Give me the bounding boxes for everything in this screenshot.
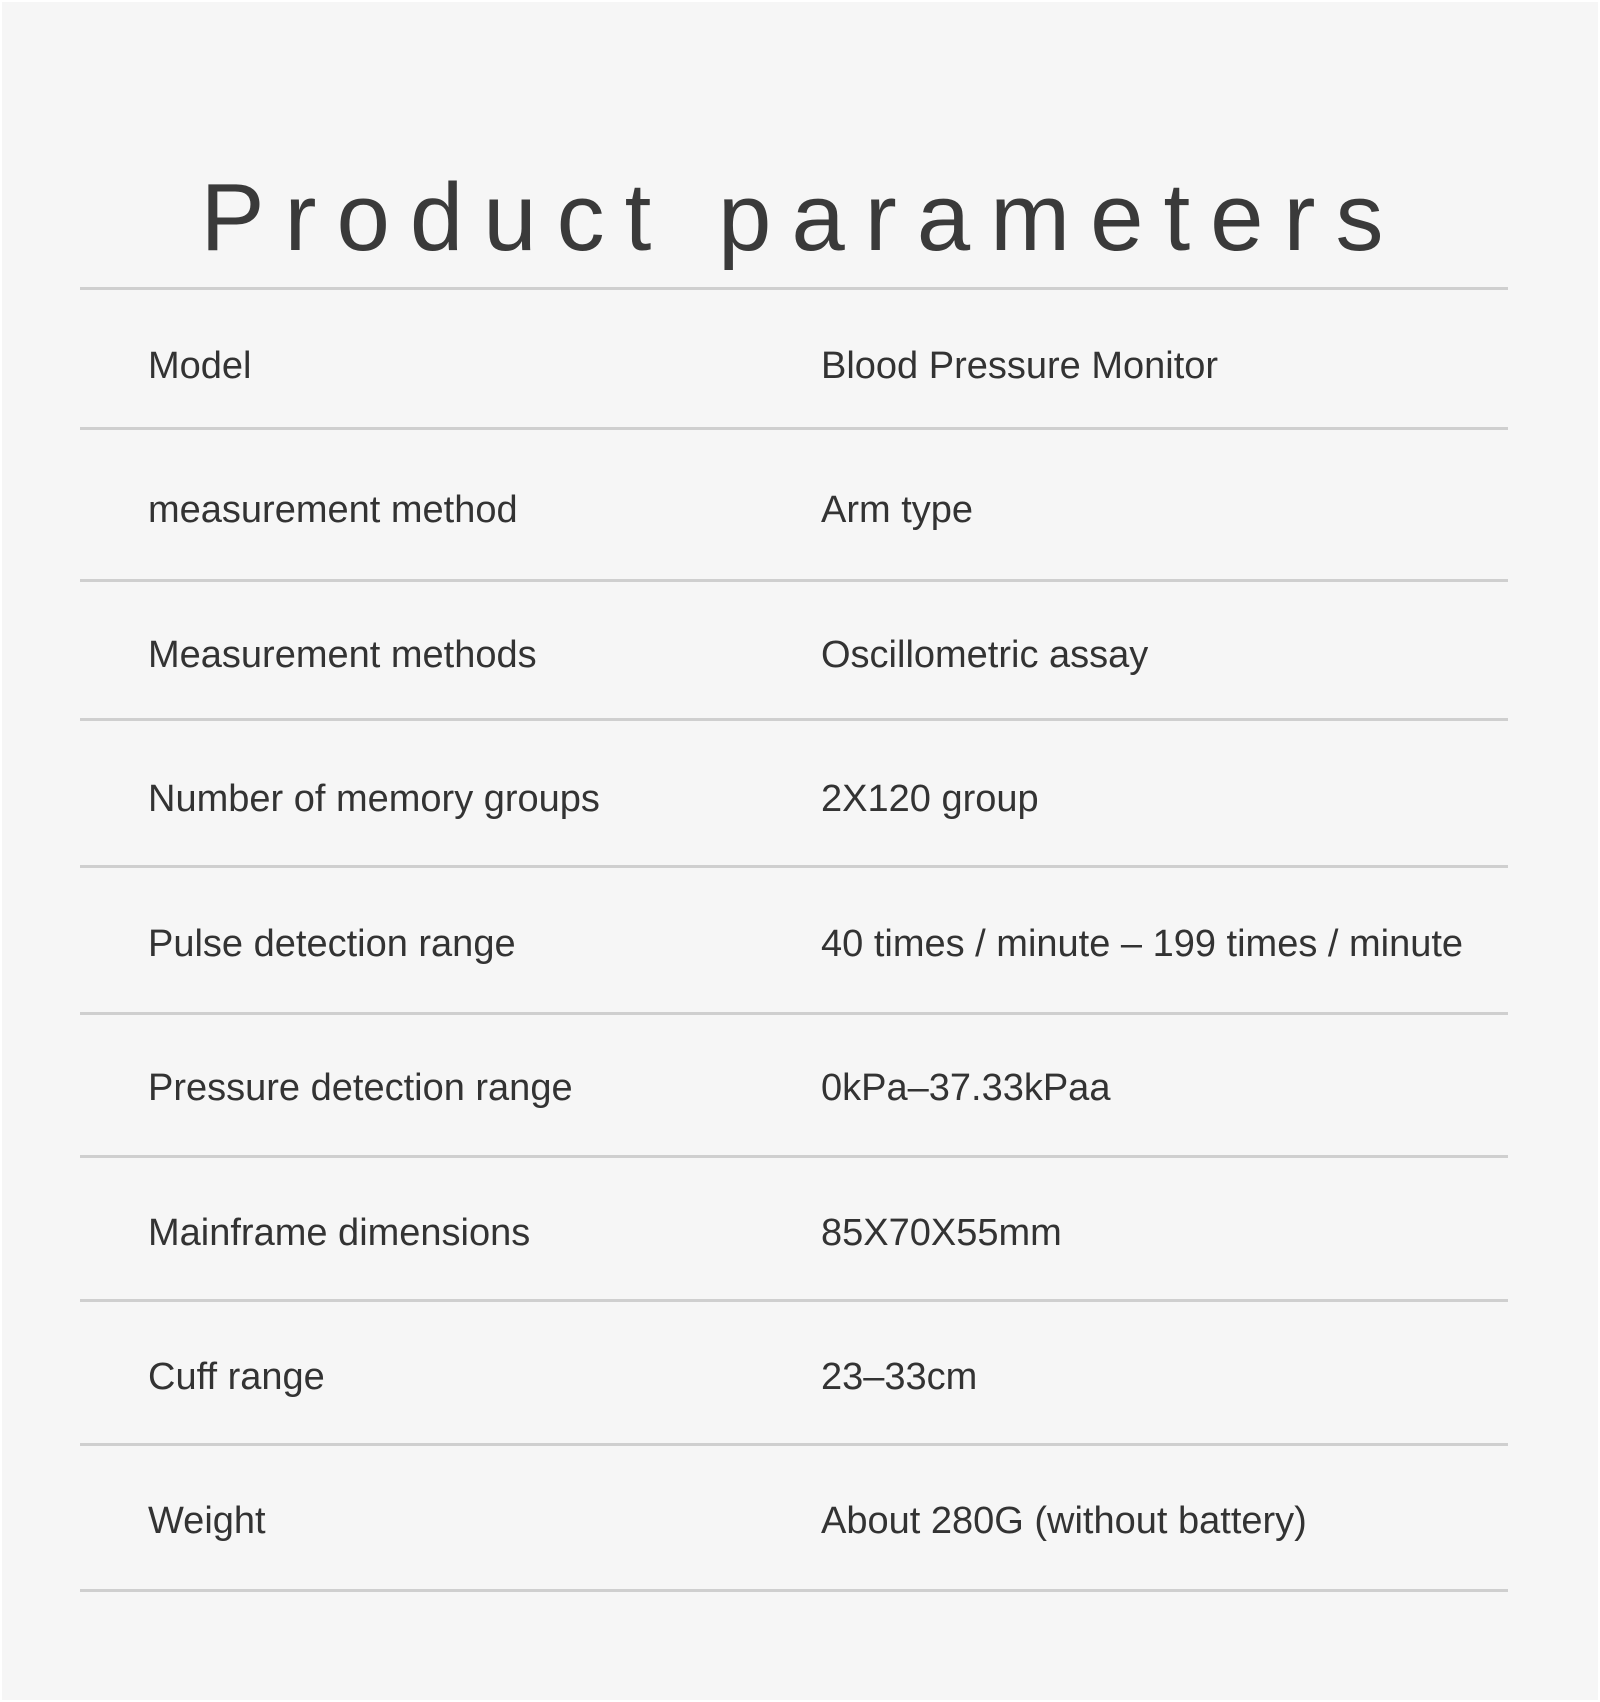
- row-value: 23–33cm: [821, 1356, 978, 1398]
- row-label: Measurement methods: [148, 634, 537, 676]
- row-label: measurement method: [148, 489, 518, 531]
- row-value: 85X70X55mm: [821, 1212, 1062, 1254]
- divider: [80, 865, 1508, 868]
- row-value: 0kPa–37.33kPaa: [821, 1067, 1111, 1109]
- page-panel: [2, 2, 1598, 1700]
- divider: [80, 1443, 1508, 1446]
- divider: [80, 1155, 1508, 1158]
- row-value: Arm type: [821, 489, 974, 531]
- divider: [80, 718, 1508, 721]
- row-value: 40 times / minute – 199 times / minute: [821, 923, 1464, 965]
- divider: [80, 1299, 1508, 1302]
- row-label: Number of memory groups: [148, 778, 600, 820]
- divider: [80, 287, 1508, 290]
- row-label: Pressure detection range: [148, 1067, 573, 1109]
- row-label: Model: [148, 345, 252, 387]
- page-title: Product parameters: [200, 164, 1404, 272]
- row-label: Mainframe dimensions: [148, 1212, 531, 1254]
- row-value: Oscillometric assay: [821, 634, 1149, 676]
- row-label: Pulse detection range: [148, 923, 516, 965]
- divider: [80, 1589, 1508, 1592]
- divider: [80, 427, 1508, 430]
- divider: [80, 1012, 1508, 1015]
- row-label: Weight: [148, 1500, 266, 1542]
- divider: [80, 579, 1508, 582]
- row-value: About 280G (without battery): [821, 1500, 1307, 1542]
- row-label: Cuff range: [148, 1356, 325, 1398]
- row-value: 2X120 group: [821, 778, 1039, 820]
- row-value: Blood Pressure Monitor: [821, 345, 1219, 387]
